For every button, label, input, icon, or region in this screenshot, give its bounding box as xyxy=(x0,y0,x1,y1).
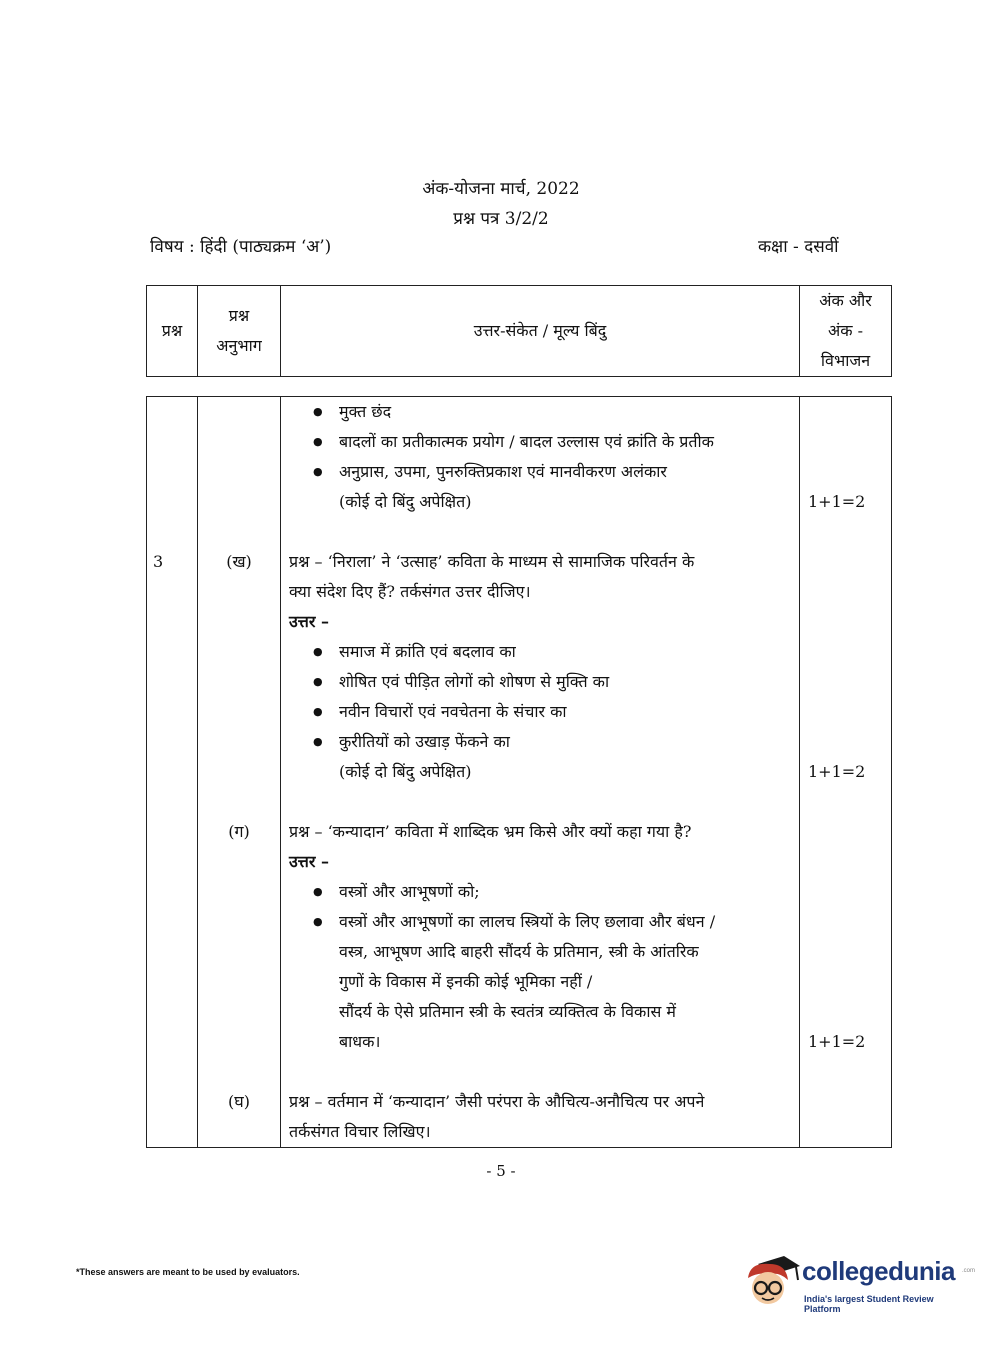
list-item-continued: सौंदर्य के ऐसे प्रतिमान स्त्री के स्वतंत्र व्यक्तित्व के विकास में xyxy=(339,1002,676,1021)
question-number: 3 xyxy=(153,552,164,571)
page-number: - 5 - xyxy=(486,1162,516,1180)
answer-label: उत्तर – xyxy=(289,852,329,871)
brand-tagline: India's largest Student Review Platform xyxy=(804,1294,934,1314)
student-mascot-icon xyxy=(740,1250,802,1312)
answer-cell xyxy=(281,397,800,1148)
collegedunia-logo[interactable] xyxy=(740,1248,976,1314)
section-cell xyxy=(198,397,281,1148)
question-ga: प्रश्न – ‘कन्यादान’ कविता में शाब्दिक भ्रम किसे और क्यों कहा गया है? xyxy=(289,822,692,841)
question-number-cell xyxy=(147,397,198,1148)
header-answer: उत्तर-संकेत / मूल्य बिंदु xyxy=(281,286,800,377)
list-item: ● अनुप्रास, उपमा, पुनरुक्तिप्रकाश एवं मानवीकरण अलंकार xyxy=(289,457,793,487)
header-marks xyxy=(800,286,892,377)
note: (कोई दो बिंदु अपेक्षित) xyxy=(339,762,472,781)
header-section xyxy=(198,286,281,377)
list-item: ● समाज में क्रांति एवं बदलाव का xyxy=(289,637,793,667)
class-label: कक्षा - दसवीं xyxy=(758,237,839,257)
list-item-continued: गुणों के विकास में इनकी कोई भूमिका नहीं / xyxy=(339,972,593,991)
list-item: ● कुरीतियों को उखाड़ फेंकने का xyxy=(289,727,793,757)
marks-value: 1+1=2 xyxy=(808,762,866,781)
question-gha-line2: तर्कसंगत विचार लिखिए। xyxy=(289,1122,431,1141)
question-kha-line1: प्रश्न – ‘निराला’ ने ‘उत्साह’ कविता के माध्यम से सामाजिक परिवर्तन के xyxy=(289,552,695,571)
subject-label: विषय : हिंदी (पाठ्यक्रम ‘अ’) xyxy=(150,237,332,257)
header-section-line2: अनुभाग xyxy=(216,336,262,355)
list-item-continued: वस्त्र, आभूषण आदि बाहरी सौंदर्य के प्रतिमान, स्त्री के आंतरिक xyxy=(339,942,699,961)
header-marks-line1: अंक और xyxy=(819,291,872,310)
note: (कोई दो बिंदु अपेक्षित) xyxy=(339,492,472,511)
answer-table xyxy=(146,396,892,1148)
header-marks-line2: अंक - xyxy=(827,321,863,340)
list-item: ● मुक्त छंद xyxy=(289,397,793,427)
brand-name: collegedunia xyxy=(802,1256,955,1286)
list-item: ● वस्त्रों और आभूषणों का लालच स्त्रियों के लिए छलावा और बंधन / xyxy=(289,907,793,937)
question-gha-line1: प्रश्न – वर्तमान में ‘कन्यादान’ जैसी परंपरा के औचित्य-अनौचित्य पर अपने xyxy=(289,1092,705,1111)
document-title: अंक-योजना मार्च, 2022 xyxy=(422,179,580,199)
list-item: ● बादलों का प्रतीकात्मक प्रयोग / बादल उल्लास एवं क्रांति के प्रतीक xyxy=(289,427,793,457)
section-ga: (ग) xyxy=(228,822,250,841)
marks-value: 1+1=2 xyxy=(808,1032,866,1051)
list-item: ● वस्त्रों और आभूषणों को; xyxy=(289,877,793,907)
section-kha: (ख) xyxy=(226,552,252,571)
header-question: प्रश्न xyxy=(147,286,198,377)
marks-value: 1+1=2 xyxy=(808,492,866,511)
brand-tld: .com xyxy=(962,1268,976,1274)
header-table xyxy=(146,285,892,377)
answer-label: उत्तर – xyxy=(289,612,329,631)
list-item-continued: बाधक। xyxy=(339,1032,381,1051)
header-marks-line3: विभाजन xyxy=(820,351,871,370)
paper-code: प्रश्न पत्र 3/2/2 xyxy=(453,209,549,229)
list-item: ● नवीन विचारों एवं नवचेतना के संचार का xyxy=(289,697,793,727)
evaluator-footnote: *These answers are meant to be used by evaluators. xyxy=(76,1267,300,1277)
header-section-line1: प्रश्न xyxy=(228,306,250,325)
marks-cell xyxy=(800,397,892,1148)
list-item: ● शोषित एवं पीड़ित लोगों को शोषण से मुक्ति का xyxy=(289,667,793,697)
question-kha-line2: क्या संदेश दिए हैं? तर्कसंगत उत्तर दीजिए। xyxy=(289,582,531,601)
section-gha: (घ) xyxy=(228,1092,250,1111)
